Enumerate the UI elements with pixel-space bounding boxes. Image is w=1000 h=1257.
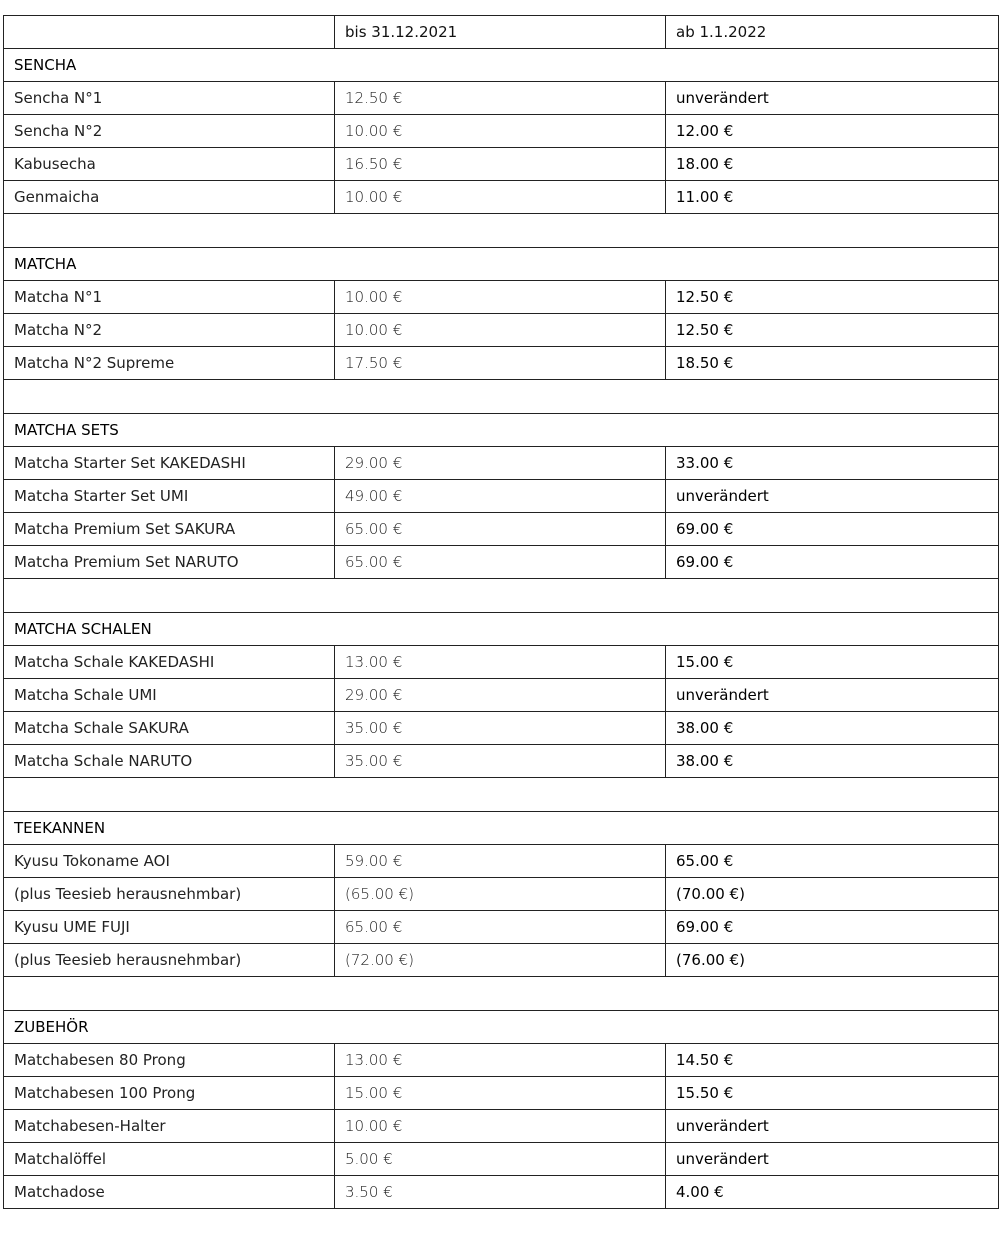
old-price-cell: 29.00 € (335, 447, 666, 480)
new-price-cell: (76.00 €) (666, 944, 999, 977)
section-header-row (4, 1011, 999, 1044)
new-price-cell: 4.00 € (666, 1176, 999, 1209)
table-row (4, 745, 999, 778)
table-row (4, 878, 999, 911)
new-price-cell: 33.00 € (666, 447, 999, 480)
new-price-cell: unverändert (666, 82, 999, 115)
new-price-cell: 14.50 € (666, 1044, 999, 1077)
new-price-cell: 12.50 € (666, 314, 999, 347)
old-price-cell: 3.50 € (335, 1176, 666, 1209)
old-price-cell: 65.00 € (335, 546, 666, 579)
spacer-row (4, 214, 999, 248)
product-name-cell: Matchabesen 100 Prong (4, 1077, 335, 1110)
product-name-cell: Kyusu UME FUJI (4, 911, 335, 944)
table-row (4, 347, 999, 380)
product-name-cell: Genmaicha (4, 181, 335, 214)
old-price-cell: 29.00 € (335, 679, 666, 712)
product-name-cell: Matchadose (4, 1176, 335, 1209)
table-row (4, 646, 999, 679)
old-price-cell: 35.00 € (335, 745, 666, 778)
old-price-cell: 65.00 € (335, 911, 666, 944)
header-row (4, 16, 999, 49)
table-row (4, 181, 999, 214)
old-price-cell: 10.00 € (335, 181, 666, 214)
product-name-cell: Matcha Schale UMI (4, 679, 335, 712)
old-price-cell: 59.00 € (335, 845, 666, 878)
section-title: MATCHA (4, 248, 999, 281)
new-price-cell: 69.00 € (666, 546, 999, 579)
table-row (4, 911, 999, 944)
table-row (4, 712, 999, 745)
product-name-cell: Kyusu Tokoname AOI (4, 845, 335, 878)
product-name-cell: Matcha Schale NARUTO (4, 745, 335, 778)
old-price-cell: 49.00 € (335, 480, 666, 513)
table-row (4, 1044, 999, 1077)
product-name-cell: Matcha N°2 (4, 314, 335, 347)
spacer-row (4, 579, 999, 613)
product-name-cell: Sencha N°2 (4, 115, 335, 148)
spacer-row (4, 778, 999, 812)
product-name-cell: Kabusecha (4, 148, 335, 181)
spacer-cell (4, 579, 999, 613)
product-name-cell: Matcha Starter Set KAKEDASHI (4, 447, 335, 480)
table-row (4, 845, 999, 878)
new-price-cell: 69.00 € (666, 513, 999, 546)
product-name-cell: Matcha N°1 (4, 281, 335, 314)
table-row (4, 447, 999, 480)
old-price-cell: (72.00 €) (335, 944, 666, 977)
section-title: MATCHA SETS (4, 414, 999, 447)
product-name-cell: Sencha N°1 (4, 82, 335, 115)
new-price-cell: unverändert (666, 1143, 999, 1176)
old-price-cell: 5.00 € (335, 1143, 666, 1176)
spacer-row (4, 977, 999, 1011)
old-price-cell: (65.00 €) (335, 878, 666, 911)
table-row (4, 513, 999, 546)
old-price-cell: 17.50 € (335, 347, 666, 380)
old-price-cell: 13.00 € (335, 646, 666, 679)
old-price-cell: 15.00 € (335, 1077, 666, 1110)
spacer-cell (4, 778, 999, 812)
product-name-cell: Matcha Premium Set SAKURA (4, 513, 335, 546)
product-name-cell: Matcha Schale SAKURA (4, 712, 335, 745)
spacer-cell (4, 214, 999, 248)
old-price-cell: 10.00 € (335, 115, 666, 148)
table-row (4, 314, 999, 347)
new-price-cell: (70.00 €) (666, 878, 999, 911)
table-row (4, 82, 999, 115)
section-header-row (4, 248, 999, 281)
section-title: TEEKANNEN (4, 812, 999, 845)
section-title: MATCHA SCHALEN (4, 613, 999, 646)
table-row (4, 1077, 999, 1110)
table-row (4, 480, 999, 513)
old-price-cell: 10.00 € (335, 281, 666, 314)
table-row (4, 679, 999, 712)
table-row (4, 148, 999, 181)
new-price-cell: 15.50 € (666, 1077, 999, 1110)
old-price-cell: 35.00 € (335, 712, 666, 745)
new-price-cell: 11.00 € (666, 181, 999, 214)
table-row (4, 1110, 999, 1143)
new-price-cell: 69.00 € (666, 911, 999, 944)
old-price-cell: 10.00 € (335, 1110, 666, 1143)
table-row (4, 546, 999, 579)
new-price-cell: 65.00 € (666, 845, 999, 878)
header-old-price-cell: bis 31.12.2021 (335, 16, 666, 49)
header-new-price-cell: ab 1.1.2022 (666, 16, 999, 49)
section-title: ZUBEHÖR (4, 1011, 999, 1044)
section-header-row (4, 812, 999, 845)
old-price-cell: 10.00 € (335, 314, 666, 347)
old-price-cell: 16.50 € (335, 148, 666, 181)
table-row (4, 1176, 999, 1209)
old-price-cell: 13.00 € (335, 1044, 666, 1077)
section-header-row (4, 613, 999, 646)
product-name-cell: (plus Teesieb herausnehmbar) (4, 878, 335, 911)
product-name-cell: Matcha Premium Set NARUTO (4, 546, 335, 579)
spacer-row (4, 380, 999, 414)
section-header-row (4, 49, 999, 82)
product-name-cell: Matcha N°2 Supreme (4, 347, 335, 380)
old-price-cell: 12.50 € (335, 82, 666, 115)
price-table (3, 15, 999, 1209)
new-price-cell: unverändert (666, 1110, 999, 1143)
new-price-cell: 38.00 € (666, 712, 999, 745)
table-row (4, 281, 999, 314)
price-table-body (4, 16, 999, 1209)
spacer-cell (4, 380, 999, 414)
new-price-cell: 18.00 € (666, 148, 999, 181)
product-name-cell: Matcha Starter Set UMI (4, 480, 335, 513)
new-price-cell: 12.00 € (666, 115, 999, 148)
product-name-cell: (plus Teesieb herausnehmbar) (4, 944, 335, 977)
product-name-cell: Matcha Schale KAKEDASHI (4, 646, 335, 679)
table-row (4, 1143, 999, 1176)
new-price-cell: 18.50 € (666, 347, 999, 380)
new-price-cell: 38.00 € (666, 745, 999, 778)
new-price-cell: 15.00 € (666, 646, 999, 679)
product-name-cell: Matchabesen-Halter (4, 1110, 335, 1143)
table-row (4, 115, 999, 148)
new-price-cell: 12.50 € (666, 281, 999, 314)
section-header-row (4, 414, 999, 447)
spacer-cell (4, 977, 999, 1011)
product-name-cell: Matchabesen 80 Prong (4, 1044, 335, 1077)
section-title: SENCHA (4, 49, 999, 82)
header-name-cell (4, 16, 335, 49)
new-price-cell: unverändert (666, 480, 999, 513)
old-price-cell: 65.00 € (335, 513, 666, 546)
table-row (4, 944, 999, 977)
product-name-cell: Matchalöffel (4, 1143, 335, 1176)
new-price-cell: unverändert (666, 679, 999, 712)
